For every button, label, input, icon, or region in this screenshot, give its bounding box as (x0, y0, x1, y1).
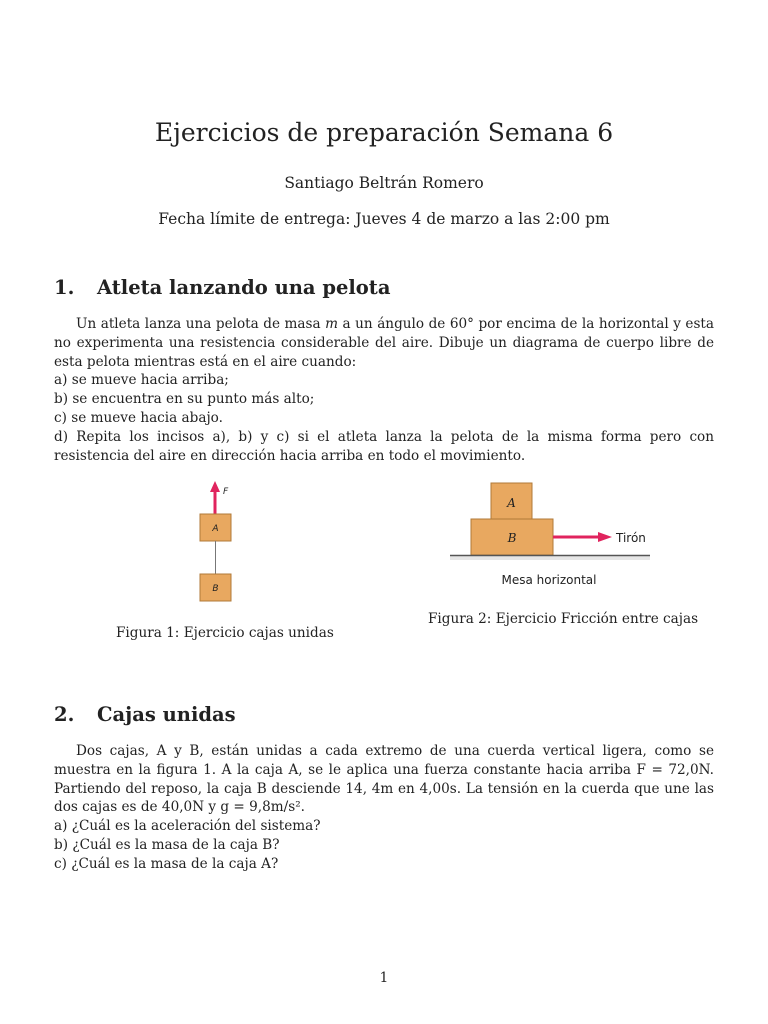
intro-text-b: a un ángulo de 60° por encima de la horizontal y esta no experimenta una resistencia considerable del aire. Dibuje un diagrama de cuerpo libre de esta pelota mientras está en el aire cuando: (54, 316, 714, 370)
section-1-item: c) se mueve hacia abajo. (54, 409, 223, 426)
intro-text-a: Un atleta lanza una pelota de masa (76, 316, 326, 332)
figure-1-caption: Figura 1: Ejercicio cajas unidas (116, 625, 334, 641)
section-1-body (54, 315, 714, 465)
section-2-item: a) ¿Cuál es la aceleración del sistema? (54, 818, 321, 835)
document-deadline: Fecha límite de entrega: Jueves 4 de marzo a las 2:00 pm (158, 210, 610, 228)
section-2-heading (54, 703, 236, 726)
pull-label: Tirón (616, 531, 646, 545)
lower-box-b-label: B (507, 531, 517, 545)
document-title: Ejercicios de preparación Semana 6 (154, 118, 614, 147)
figure-1-boxes-diagram (190, 478, 250, 606)
box-b-label: B (212, 584, 219, 594)
force-arrow-head (210, 481, 220, 492)
section-1-heading (54, 276, 390, 299)
pull-arrow-head (598, 532, 612, 542)
section-1-item: d) Repita los incisos a), b) y c) si el atleta lanza la pelota de la misma forma pero con resistencia del aire en dirección hacia arriba en todo el movimiento. (54, 428, 714, 464)
figure-2-friction-diagram (448, 480, 654, 592)
intro-var-m: m (325, 316, 339, 332)
section-1-number: 1. (54, 276, 75, 299)
force-label: F (223, 487, 229, 497)
figure-2-caption: Figura 2: Ejercicio Fricción entre cajas (428, 611, 699, 627)
box-a-label: A (212, 524, 219, 534)
section-2-item: c) ¿Cuál es la masa de la caja A? (54, 855, 279, 872)
page-number: 1 (379, 970, 389, 986)
section-1-title: Atleta lanzando una pelota (97, 276, 391, 299)
section-2-number: 2. (54, 703, 75, 726)
table-label: Mesa horizontal (501, 573, 597, 587)
section-2-title: Cajas unidas (97, 703, 236, 726)
upper-box-a-label: A (507, 496, 516, 510)
section-2-statement: Dos cajas, A y B, están unidas a cada extremo de una cuerda vertical ligera, como se muestra en la figura 1. A la caja A, se le aplica una fuerza constante hacia arriba F = 72,0N. Partiendo del reposo, la caja B desciende 14, 4m en 4,00s. La tensión en la cuerda que une las dos cajas es de 40,0N y g = 9,8m/s². (54, 743, 714, 816)
section-1-intro (54, 315, 714, 371)
section-2-body (54, 742, 714, 874)
section-1-item: a) se mueve hacia arriba; (54, 372, 229, 389)
document-author: Santiago Beltrán Romero (284, 174, 484, 192)
section-2-item: b) ¿Cuál es la masa de la caja B? (54, 836, 280, 853)
section-1-item: b) se encuentra en su punto más alto; (54, 391, 315, 408)
